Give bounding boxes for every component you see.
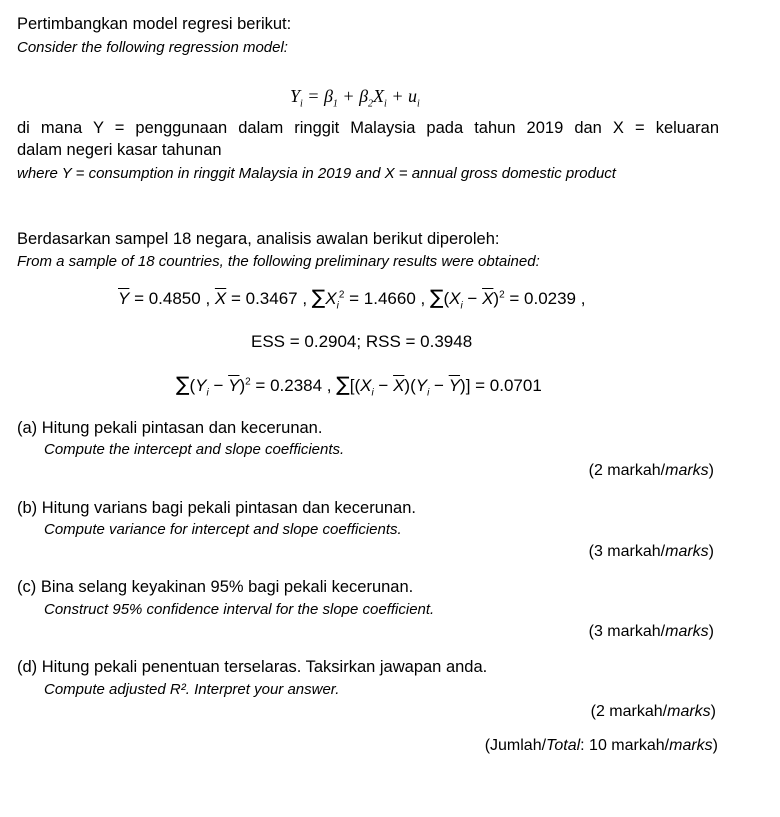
results-line-3: $\sum(Y_i - \overline{Y})^2 = 0.2384$ , $\sum[(X_i - \overline{X})(Y_i - \overline{Y})] = 0.0701$ — [176, 372, 542, 399]
question-c-marks: (3 markah/marks) — [588, 623, 714, 640]
sum-x-deviation-squared-value: 0.0239 — [524, 289, 577, 308]
results-line-2: ESS = 0.2904; RSS = 0.3948 — [251, 332, 473, 351]
question-b-marks: (3 markah/marks) — [588, 543, 714, 560]
sample-malay: Berdasarkan sampel 18 negara, analisis awalan berikut diperoleh: — [17, 230, 500, 248]
question-a-marks: (2 markah/marks) — [588, 462, 714, 479]
sum-symbol: ∑ — [429, 285, 444, 309]
intro-malay: Pertimbangkan model regresi berikut: — [17, 15, 292, 33]
question-a-malay: (a) Hitung pekali pintasan dan kecerunan. — [17, 419, 323, 437]
question-c-english: Construct 95% confidence interval for the slope coefficient. — [44, 601, 435, 618]
sum-y-deviation-squared-value: 0.2384 — [270, 376, 323, 395]
ess-value: 0.2904 — [304, 332, 357, 351]
total-marks: (Jumlah/Total: 10 markah/marks) — [484, 737, 718, 754]
question-d-english: Compute adjusted R². Interpret your answer. — [44, 681, 340, 698]
question-c-malay: (c) Bina selang keyakinan 95% bagi pekali kecerunan. — [17, 578, 414, 596]
sum-xy-deviation-value: 0.0701 — [489, 376, 542, 395]
question-b-english: Compute variance for intercept and slope coefficients. — [44, 521, 402, 538]
sum-x-squared-value: 1.4660 — [363, 289, 416, 308]
results-line-1: $\overline{Y} = 0.4850$ , $\overline{X} = 0.3467$ , $\sum X_i^2 = 1.4660$ , $\sum(X_i - \overline{X})^2 = 0.0239$ , — [118, 285, 586, 312]
sample-english: From a sample of 18 countries, the following preliminary results were obtained: — [17, 253, 540, 270]
question-b-malay: (b) Hitung varians bagi pekali pintasan dan kecerunan. — [17, 499, 416, 517]
regression-model-equation: $Y_i = \beta_1 + \beta_2X_i + u_i$ — [290, 86, 420, 110]
x-bar-symbol: $\overline{X}$ — [214, 289, 227, 308]
sum-symbol: ∑ — [336, 372, 350, 396]
question-a-english: Compute the intercept and slope coefficients. — [44, 441, 345, 458]
definition-malay-line-2: dalam negeri kasar tahunan — [17, 141, 222, 159]
question-d-marks: (2 markah/marks) — [590, 703, 716, 720]
intro-english: Consider the following regression model: — [17, 39, 288, 56]
rss-value: 0.3948 — [420, 332, 473, 351]
y-bar-symbol: $\overline{Y}$ — [118, 289, 130, 308]
definition-english: where Y = consumption in ringgit Malaysia in 2019 and X = annual gross domestic product — [17, 165, 616, 182]
sum-symbol: ∑ — [311, 285, 326, 309]
question-d-malay: (d) Hitung pekali penentuan terselaras. Taksirkan jawapan anda. — [17, 658, 488, 676]
sum-symbol: ∑ — [176, 372, 190, 396]
definition-malay-line-1: di mana Y = penggunaan dalam ringgit Malaysia pada tahun 2019 dan X = keluaran — [17, 119, 719, 137]
y-bar-value: 0.4850 — [148, 289, 201, 308]
x-bar-value: 0.3467 — [245, 289, 298, 308]
